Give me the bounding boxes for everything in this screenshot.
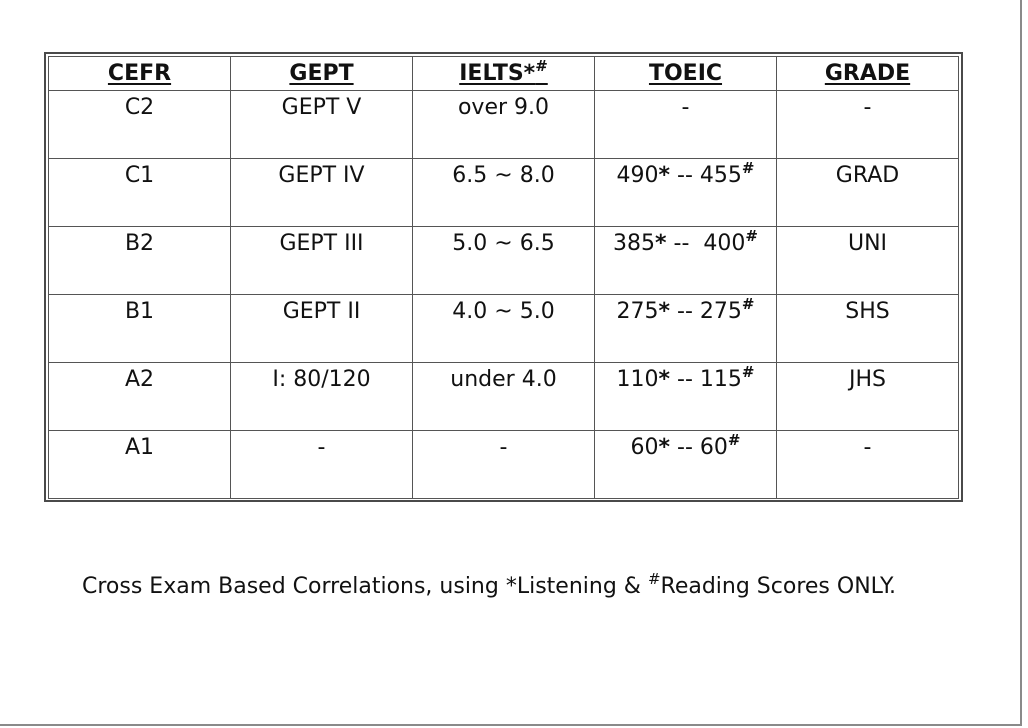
cell-toeic (595, 295, 777, 363)
footnote-reading-mark: # (647, 570, 661, 588)
header-toeic (595, 57, 777, 91)
header-gept-label: GEPT (289, 61, 354, 86)
toeic-listening-mark: * (655, 231, 667, 256)
cell-grade: - (777, 431, 959, 499)
table-row (49, 91, 959, 159)
toeic-reading-mark: # (727, 431, 741, 449)
cell-toeic (595, 91, 777, 159)
toeic-reading-score: 275 (699, 299, 742, 324)
table-row (49, 363, 959, 431)
toeic-listening-score: 60 (630, 435, 659, 460)
cell-cefr: C1 (49, 159, 231, 227)
cell-gept: GEPT IV (231, 159, 413, 227)
header-cefr (49, 57, 231, 91)
toeic-reading-mark: # (741, 159, 755, 177)
toeic-separator: - (681, 95, 690, 120)
toeic-separator: -- (670, 163, 700, 188)
cell-toeic (595, 159, 777, 227)
cell-ielts: over 9.0 (413, 91, 595, 159)
footnote-text-end: Reading Scores ONLY. (660, 574, 896, 599)
toeic-listening-mark: * (658, 299, 671, 324)
toeic-reading-mark: # (741, 295, 755, 313)
cell-grade: - (777, 91, 959, 159)
toeic-separator: -- (670, 367, 700, 392)
toeic-reading-score: 60 (699, 435, 728, 460)
table-header-row (49, 57, 959, 91)
header-grade (777, 57, 959, 91)
toeic-listening-score: 275 (616, 299, 659, 324)
toeic-listening-mark: * (658, 435, 671, 460)
cell-ielts: 4.0 ~ 5.0 (413, 295, 595, 363)
cell-ielts: 6.5 ~ 8.0 (413, 159, 595, 227)
footnote-text: Cross Exam Based Correlations, using *Listening & (82, 574, 648, 599)
toeic-listening-mark: * (658, 367, 671, 392)
cell-ielts: - (413, 431, 595, 499)
cell-grade: JHS (777, 363, 959, 431)
toeic-reading-score: 115 (699, 367, 742, 392)
footnote (82, 570, 982, 599)
header-gept (231, 57, 413, 91)
toeic-listening-score: 385 (613, 231, 656, 256)
toeic-separator: -- (666, 231, 704, 256)
toeic-reading-mark: # (745, 227, 758, 245)
cell-cefr: A1 (49, 431, 231, 499)
cell-gept: GEPT V (231, 91, 413, 159)
table-row (49, 295, 959, 363)
table-row (49, 159, 959, 227)
header-ielts-label: IELTS* (459, 61, 536, 86)
cell-cefr: C2 (49, 91, 231, 159)
toeic-reading-mark: # (741, 363, 755, 381)
header-grade-label: GRADE (824, 61, 911, 86)
toeic-reading-score: 455 (699, 163, 742, 188)
header-cefr-label: CEFR (107, 61, 172, 86)
header-toeic-label: TOEIC (648, 61, 723, 86)
exam-correlation-table (48, 56, 959, 499)
cell-toeic (595, 227, 777, 295)
toeic-separator: -- (670, 299, 700, 324)
toeic-reading-score: 400 (703, 231, 746, 256)
cell-grade: SHS (777, 295, 959, 363)
cell-gept: GEPT III (231, 227, 413, 295)
toeic-listening-mark: * (658, 163, 671, 188)
table-row (49, 431, 959, 499)
cell-grade: GRAD (777, 159, 959, 227)
exam-correlation-table-frame (44, 52, 963, 502)
cell-toeic (595, 363, 777, 431)
cell-cefr: B1 (49, 295, 231, 363)
table-row (49, 227, 959, 295)
toeic-listening-score: 110 (616, 367, 659, 392)
cell-grade: UNI (777, 227, 959, 295)
cell-cefr: B2 (49, 227, 231, 295)
toeic-listening-score: 490 (616, 163, 659, 188)
toeic-separator: -- (670, 435, 700, 460)
cell-gept: GEPT II (231, 295, 413, 363)
cell-ielts: under 4.0 (413, 363, 595, 431)
cell-toeic (595, 431, 777, 499)
cell-ielts: 5.0 ~ 6.5 (413, 227, 595, 295)
header-ielts-reading-mark: # (535, 57, 548, 75)
header-ielts (413, 57, 595, 91)
cell-gept: - (231, 431, 413, 499)
cell-gept: I: 80/120 (231, 363, 413, 431)
cell-cefr: A2 (49, 363, 231, 431)
